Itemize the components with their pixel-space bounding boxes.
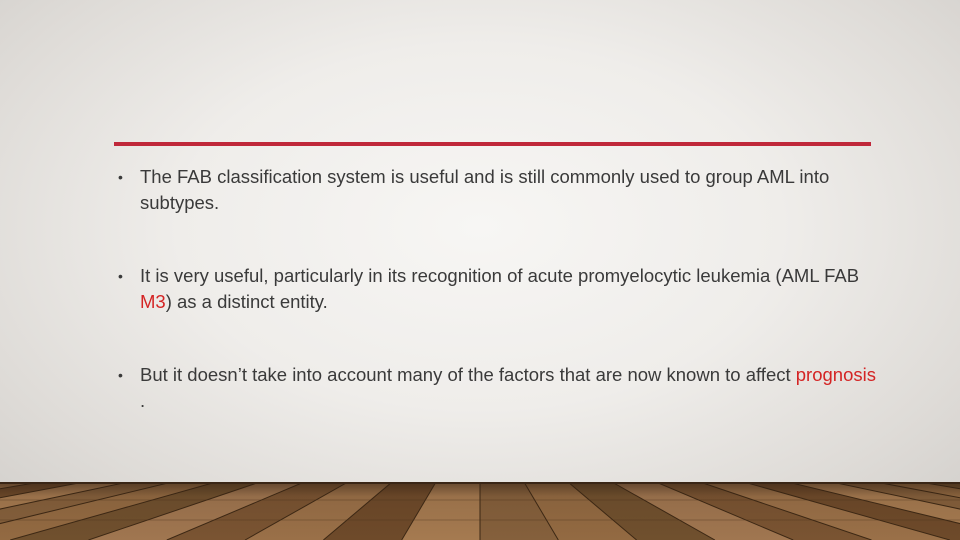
bullet-text: ) as a distinct entity. [165,291,328,312]
bullet-marker: • [118,268,123,284]
bullet-text: . [140,390,146,411]
bullet-text: The FAB classification system is useful and is still commonly used to group AML into subtypes. [140,166,830,213]
bullet-item-prognosis-factors [118,362,878,414]
bullet-item-apl-recognition [118,263,878,315]
bullet-marker: • [118,169,123,185]
wood-floor [0,482,960,540]
bullet-text: But it doesn’t take into account many of the factors that are now known to affect [140,364,796,385]
bullet-marker: • [118,367,123,383]
bullet-list [118,164,878,414]
highlighted-term-prognosis: prognosis [795,364,876,385]
bullet-text: It is very useful, particularly in its recognition of acute promyelocytic leukemia (AML FAB [140,265,860,286]
bullet-item-fab-classification [118,164,878,216]
highlighted-term-m3: M3 [140,291,166,312]
accent-rule [114,142,871,146]
